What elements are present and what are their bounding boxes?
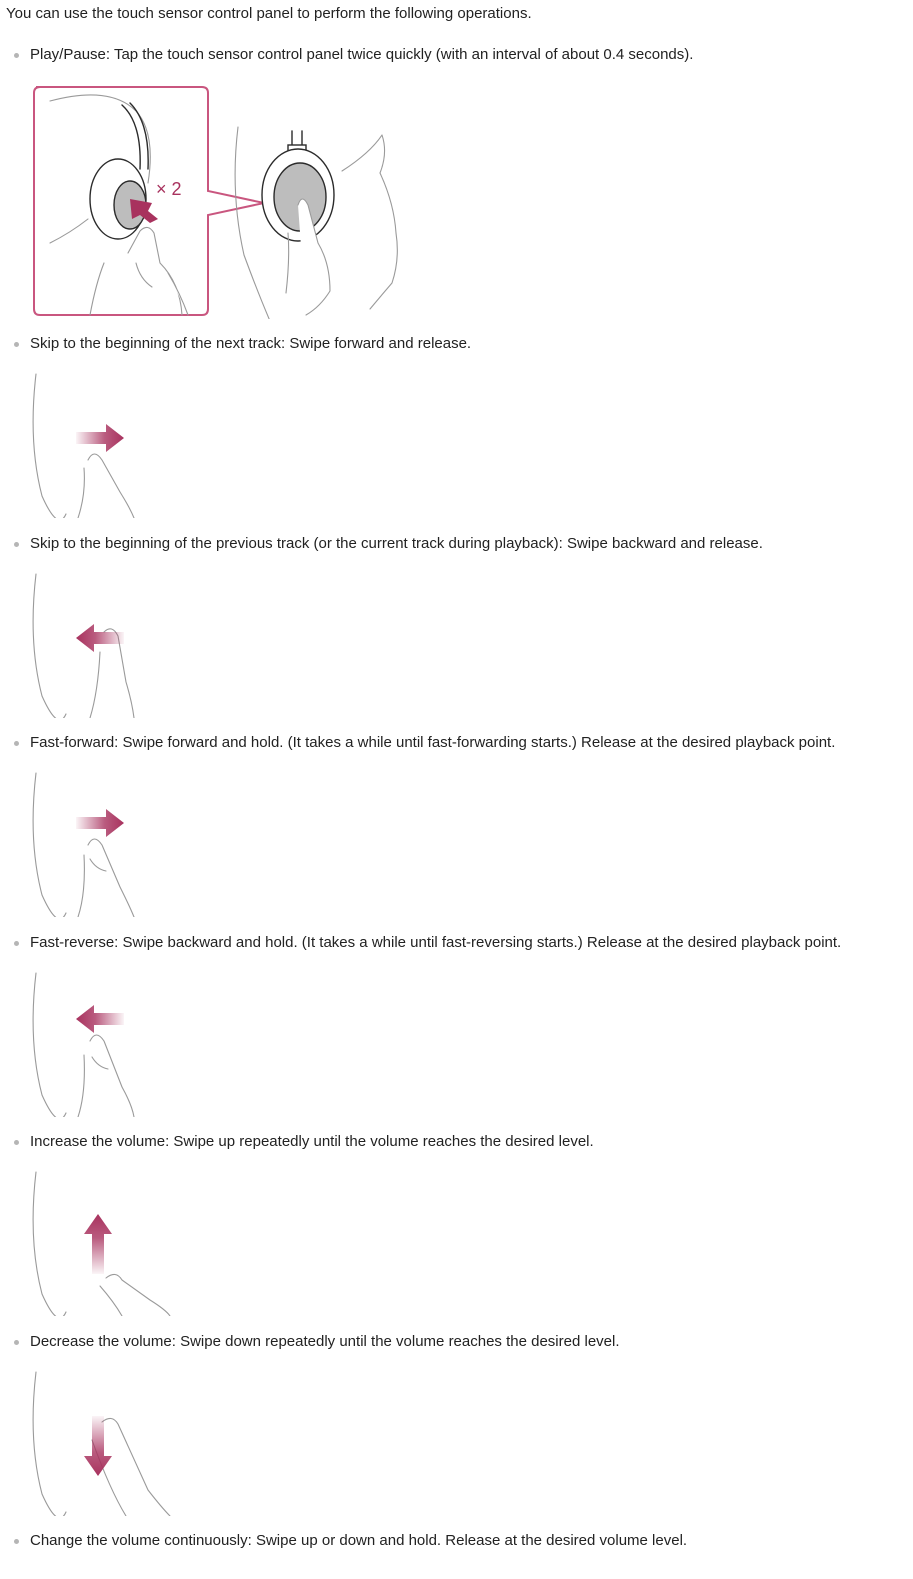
intro-text: You can use the touch sensor control panel to perform the following operations.: [6, 5, 532, 22]
illustration-swipe-forward-hold: [30, 771, 210, 917]
illustration-swipe-backward: [30, 572, 210, 718]
illustration-swipe-forward: [30, 372, 210, 518]
tap-count-label: × 2: [156, 179, 182, 199]
bullet-icon: [14, 1340, 19, 1345]
arrow-right-icon: [76, 424, 124, 452]
item-text: Increase the volume: Swipe up repeatedly until the volume reaches the desired level.: [30, 1133, 594, 1150]
item-text: Play/Pause: Tap the touch sensor control panel twice quickly (with an interval of about 0.4 seconds).: [30, 46, 694, 63]
item-text: Change the volume continuously: Swipe up or down and hold. Release at the desired volume level.: [30, 1532, 688, 1549]
arrow-right-icon: [76, 809, 124, 837]
item-text: Fast-forward: Swipe forward and hold. (It takes a while until fast-forwarding starts.) Release at the desired playback point.: [30, 734, 836, 751]
headphone-front-view: [33, 1172, 66, 1316]
bullet-icon: [14, 342, 19, 347]
item-text: Skip to the beginning of the previous track (or the current track during playback): Swipe backward and release.: [30, 535, 763, 552]
headphone-front-view: [33, 574, 66, 718]
bullet-icon: [14, 542, 19, 547]
illustration-double-tap: [30, 83, 420, 319]
bullet-icon: [14, 941, 19, 946]
headphone-front-view: [33, 973, 66, 1117]
illustration-swipe-backward-hold: [30, 971, 210, 1117]
bullet-icon: [14, 1539, 19, 1544]
arrow-left-icon: [76, 1005, 124, 1033]
bullet-icon: [14, 741, 19, 746]
illustration-swipe-up: [30, 1170, 210, 1316]
headphone-front-view: [33, 374, 66, 518]
item-text: Decrease the volume: Swipe down repeatedly until the volume reaches the desired level.: [30, 1333, 620, 1350]
item-text: Skip to the beginning of the next track: Swipe forward and release.: [30, 335, 472, 352]
headphone-front-view: [33, 1372, 66, 1516]
arrow-up-icon: [84, 1214, 112, 1274]
headphone-front-view: [33, 773, 66, 917]
illustration-swipe-down: [30, 1370, 210, 1516]
bullet-icon: [14, 53, 19, 58]
item-text: Fast-reverse: Swipe backward and hold. (It takes a while until fast-reversing starts.) Release at the desired playback point.: [30, 934, 842, 951]
bullet-icon: [14, 1140, 19, 1145]
